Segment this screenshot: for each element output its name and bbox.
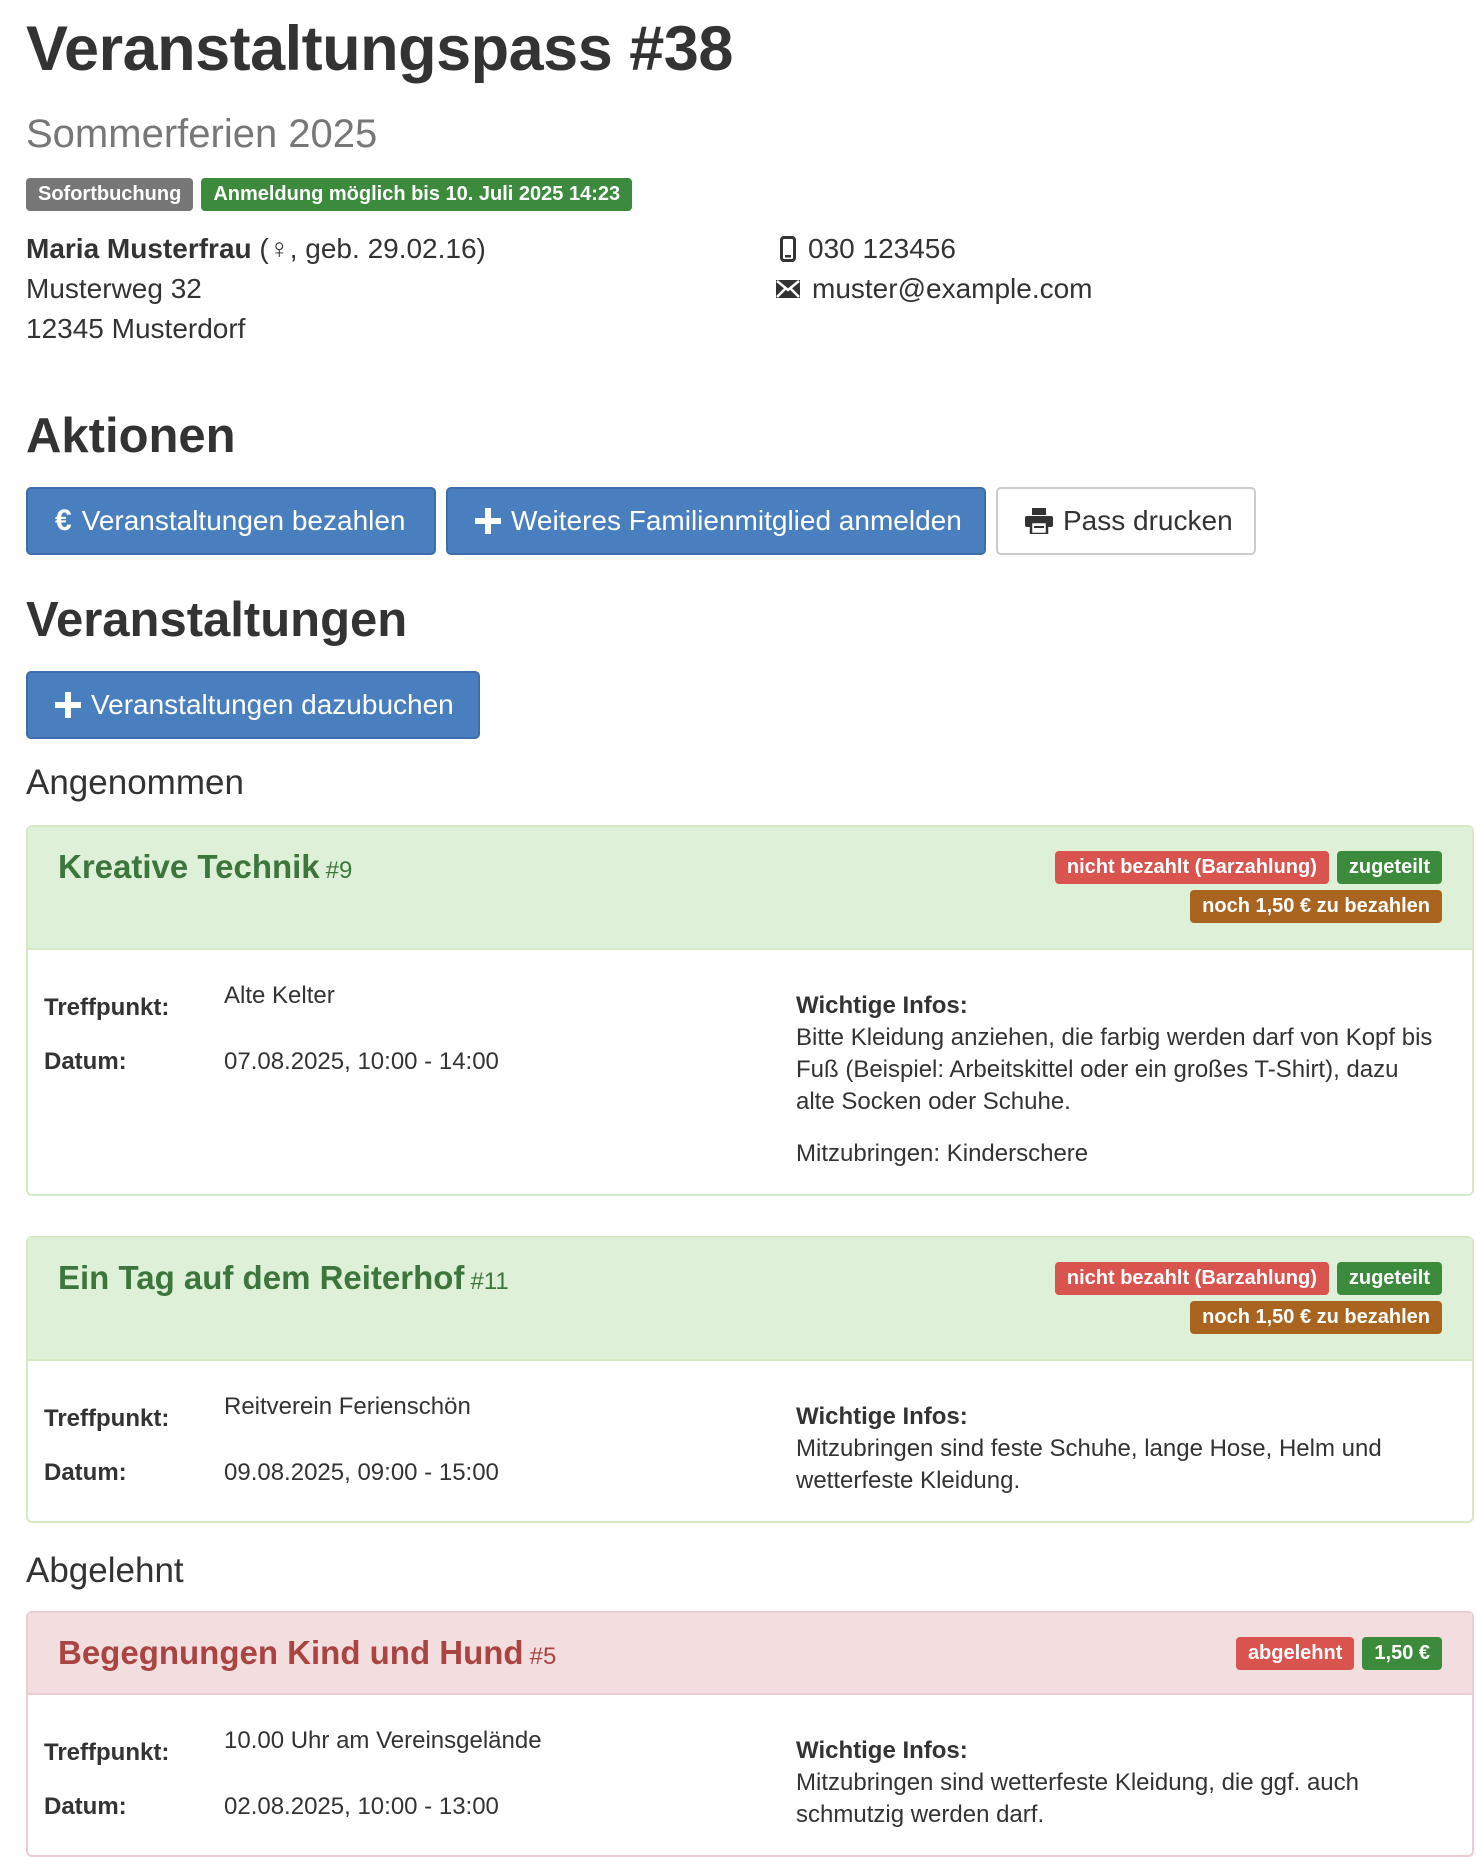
event-panel-body [28,950,1472,1194]
event-panel [26,1611,1474,1857]
person-contact [780,229,1093,349]
event-info [796,970,1456,1170]
date-row: Datum: 09.08.2025, 09:00 - 15:00 [44,1445,796,1489]
event-title: Begegnungen Kind und Hund #5 [58,1634,557,1671]
event-number: #9 [325,857,353,884]
assignment-status-badge: zugeteilt [1337,851,1442,884]
event-meta [44,1381,796,1497]
payment-status-badge: nicht bezahlt (Barzahlung) [1055,1262,1329,1295]
event-meta [44,1715,796,1831]
add-events-button[interactable]: Veranstaltungen dazubuchen [26,671,480,739]
meeting-value: Reitverein Ferienschön [224,1393,471,1420]
event-badges [1055,1258,1442,1341]
pass-badges [26,178,1450,211]
event-title: Kreative Technik #9 [58,848,353,885]
event-info [796,1715,1456,1831]
info-text: Mitzubringen sind wetterfeste Kleidung, die ggf. auch schmutzig werden darf. [796,1769,1360,1828]
event-panel-heading [28,827,1472,950]
rejection-status-badge: abgelehnt [1236,1637,1354,1670]
phone-line [780,229,1093,269]
event-panel-body [28,1695,1472,1855]
amount-due-badge: noch 1,50 € zu bezahlen [1190,890,1442,923]
registration-deadline-badge: Anmeldung möglich bis 10. Juli 2025 14:23 [201,178,632,211]
event-panel-heading [28,1238,1472,1361]
event-badges [1236,1633,1442,1675]
person-info [26,229,1450,349]
amount-due-badge: noch 1,50 € zu bezahlen [1190,1301,1442,1334]
event-panel-heading [28,1613,1472,1695]
events-heading: Veranstaltungen [26,593,408,647]
print-pass-button[interactable]: Pass drucken [996,487,1256,555]
mail-icon [776,279,812,299]
date-value: 09.08.2025, 09:00 - 15:00 [224,1459,499,1486]
payment-status-badge: nicht bezahlt (Barzahlung) [1055,851,1329,884]
actions-heading: Aktionen [26,409,236,463]
meeting-value: 10.00 Uhr am Vereinsgelände [224,1727,542,1754]
euro-icon: € [55,504,72,537]
booking-type-badge: Sofortbuchung [26,178,193,211]
phone-icon [780,236,808,262]
page-title: Veranstaltungspass #38 [26,14,733,84]
info-heading: Wichtige Infos: [796,992,968,1019]
phone-number: 030 123456 [808,233,956,264]
email-address[interactable]: muster@example.com [812,273,1093,304]
email-line [780,269,1093,309]
person-city: 12345 Musterdorf [26,313,246,344]
event-badges [1055,847,1442,930]
person-street: Musterweg 32 [26,273,202,304]
info-text: Mitzubringen sind feste Schuhe, lange Hose, Helm und wetterfeste Kleidung. [796,1435,1382,1494]
rejected-heading: Abgelehnt [26,1551,184,1590]
date-row: Datum: 02.08.2025, 10:00 - 13:00 [44,1779,796,1823]
event-panel [26,1236,1474,1523]
event-number: #5 [529,1643,557,1670]
price-badge: 1,50 € [1362,1637,1442,1670]
meeting-row: Treffpunkt: Alte Kelter [44,980,796,1024]
event-meta [44,970,796,1170]
event-title: Ein Tag auf dem Reiterhof #11 [58,1259,509,1296]
info-text: Bitte Kleidung anziehen, die farbig werden darf von Kopf bis Fuß (Beispiel: Arbeitskittel oder ein großes T-Shirt), dazu alte Socken oder Schuhe. [796,1024,1433,1115]
info-text: Mitzubringen: Kinderschere [796,1140,1089,1167]
event-panel-body [28,1361,1472,1521]
meeting-value: Alte Kelter [224,982,335,1009]
accepted-heading: Angenommen [26,763,244,802]
meeting-row: Treffpunkt: 10.00 Uhr am Vereinsgelände [44,1725,796,1769]
person-address [26,229,780,349]
actions-buttons [26,487,1450,555]
events-buttons [26,671,1450,739]
date-row: Datum: 07.08.2025, 10:00 - 14:00 [44,1034,796,1078]
pay-events-button[interactable]: € Veranstaltungen bezahlen [26,487,436,555]
page-subtitle: Sommerferien 2025 [26,112,378,156]
event-panel [26,825,1474,1196]
info-heading: Wichtige Infos: [796,1737,968,1764]
event-number: #11 [470,1268,509,1295]
assignment-status-badge: zugeteilt [1337,1262,1442,1295]
date-value: 07.08.2025, 10:00 - 14:00 [224,1048,499,1075]
info-heading: Wichtige Infos: [796,1403,968,1430]
person-name: Maria Musterfrau [26,233,252,264]
add-family-member-button[interactable]: Weiteres Familienmitglied anmelden [446,487,986,555]
plus-icon [475,508,501,534]
print-icon [1025,508,1053,534]
event-info [796,1381,1456,1497]
date-value: 02.08.2025, 10:00 - 13:00 [224,1793,499,1820]
person-details: (♀, geb. 29.02.16) [251,233,486,264]
meeting-row: Treffpunkt: Reitverein Ferienschön [44,1391,796,1435]
plus-icon [55,692,81,718]
